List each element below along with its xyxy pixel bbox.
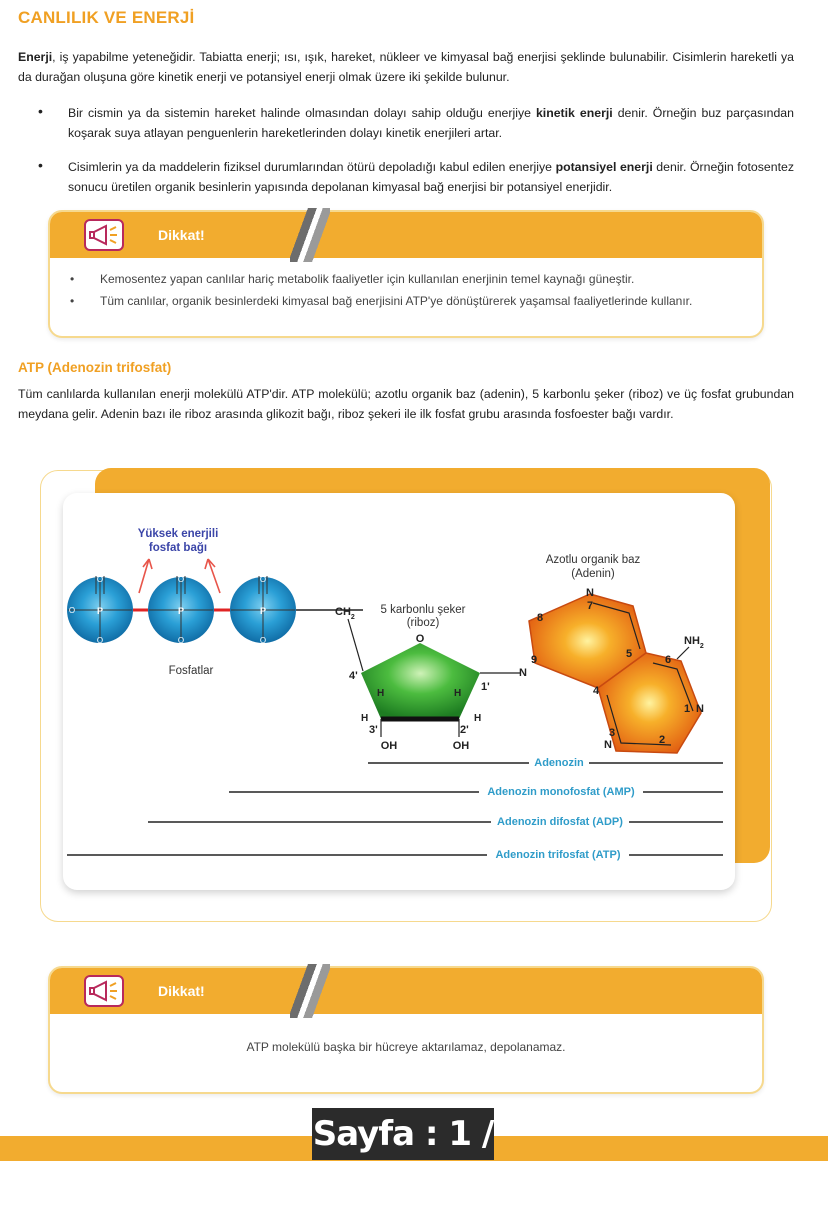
bullet-term: kinetik enerji (535, 106, 613, 120)
base-label: Azotlu organik baz (545, 554, 641, 566)
bullet-dot: • (38, 157, 43, 173)
ring-number: 2 (659, 734, 666, 746)
atom-o: O (177, 575, 185, 584)
carbon-label: 3' (369, 724, 378, 736)
arrow-icon (205, 559, 220, 593)
phosphate-group (148, 575, 214, 645)
high-energy-label: Yüksek enerjili (137, 528, 219, 540)
atom-o: O (96, 575, 104, 584)
bracket-label-adp: Adenozin difosfat (ADP) (497, 816, 623, 828)
ring-number: 1 (684, 703, 691, 715)
atom-n: N (519, 667, 527, 679)
atom-p: P (259, 606, 267, 616)
section-heading: CANLILIK VE ENERJİ (18, 8, 195, 27)
ribose-pentagon (361, 643, 480, 719)
atom-o: O (96, 636, 104, 645)
bullet-text: Cisimlerin ya da maddelerin fiziksel durumlarından ötürü depoladığı kabul edilen enerjiye (68, 160, 556, 174)
note-header (50, 212, 762, 258)
bullet-term: potansiyel enerji (555, 160, 653, 174)
bullet-dot: • (70, 272, 75, 286)
atom-h: H (377, 688, 385, 699)
ring-number: 8 (537, 612, 544, 624)
ring-number: 3 (609, 727, 616, 739)
ring-oxygen: O (415, 633, 425, 645)
atom-o: O (177, 636, 185, 645)
bullet-dot: • (38, 103, 43, 119)
atom-p: P (177, 606, 185, 616)
ring-number: 6 (665, 654, 672, 666)
hydroxyl-label: OH (380, 740, 398, 752)
atom-n: N (696, 703, 704, 715)
megaphone-icon (84, 975, 124, 1007)
bullet-text: denir. Örneğin fotosentez sonucu üretilen organik besinlerin yapısında depolanan kimyasal bağ enerjisi bir potansiyel enerjidir. (68, 160, 794, 194)
phosphate-group (67, 575, 133, 645)
note-item: Kemosentez yapan canlılar hariç metabolik faaliyetler için kullanılan enerjinin temel kaynağı güneştir. (100, 272, 635, 286)
bullet-potential (68, 157, 794, 197)
note-box (48, 966, 764, 1094)
ring-number: 7 (587, 600, 594, 612)
ch2-label: $CH_2$ (335, 606, 355, 621)
bullet-kinetic (68, 103, 794, 143)
atom-n: N (604, 739, 612, 751)
note-stripe-decoration (290, 964, 330, 1018)
ring-number: 9 (531, 654, 538, 666)
atom-h: H (474, 713, 482, 724)
megaphone-icon (84, 219, 124, 251)
amine-label: $NH_2$ (684, 635, 704, 650)
note-box (48, 210, 764, 338)
carbon-label: 2' (460, 724, 469, 736)
bracket-label-adenosine: Adenozin (534, 757, 584, 769)
bracket-label-amp: Adenozin monofosfat (AMP) (487, 786, 635, 798)
hydroxyl-label: OH (452, 740, 470, 752)
intro-text: , iş yapabilme yeteneğidir. Tabiatta enerji; ısı, ışık, hareket, nükleer ve kimyasal bağ enerjisi şeklinde bulunabilir. Cisimlerin hareketli ya da durağan oluşuna göre kinetik enerji ve potansiyel enerji olmak üzere iki şekilde bulunur. (18, 50, 794, 84)
arrow-icon (139, 559, 152, 593)
note-stripe-decoration (290, 208, 330, 262)
bullet-text: denir. Örneğin buz parçasından koşarak suya atlayan penguenlerin hareketlerinden dolayı kinetik enerjileri artar. (68, 106, 794, 140)
atom-h: H (454, 688, 462, 699)
note-title: Dikkat! (158, 227, 205, 243)
atp-diagram (63, 493, 735, 890)
page-indicator: Sayfa : 1 / 2 (312, 1108, 494, 1160)
atom-h: H (361, 713, 369, 724)
bullet-dot: • (70, 294, 75, 308)
sugar-label: (riboz) (406, 617, 440, 629)
phosphates-label: Fosfatlar (168, 665, 214, 677)
note-text: ATP molekülü başka bir hücreye aktarılamaz, depolanamaz. (246, 1040, 566, 1054)
high-energy-label: fosfat bağı (148, 542, 208, 554)
atom-p: P (96, 606, 104, 616)
base-label: (Adenin) (571, 568, 615, 580)
atom-o: O (68, 606, 76, 615)
intro-bold: Enerji (18, 50, 53, 64)
carbon-label: 1' (481, 681, 490, 693)
atp-paragraph: Tüm canlılarda kullanılan enerji molekülü ATP'dir. ATP molekülü; azotlu organik baz (adenin), 5 karbonlu şeker (riboz) ve üç fosfat grubundan meydana gelir. Adenin bazı ile riboz arasında glikozit bağı, riboz şekeri ile ilk fosfat grubu arasında fosfoester bağı vardır. (18, 387, 794, 421)
bracket-label-atp: Adenozin trifosfat (ATP) (495, 849, 621, 861)
sugar-label: 5 karbonlu şeker (380, 604, 466, 616)
ring-number: 5 (626, 648, 633, 660)
atp-structure (63, 493, 735, 890)
note-item: Tüm canlılar, organik besinlerdeki kimyasal bağ enerjisini ATP'ye dönüştürerek yaşamsal faaliyetlerinde kullanır. (100, 294, 693, 308)
ring-number: 4 (593, 685, 600, 697)
atp-heading: ATP (Adenozin trifosfat) (18, 360, 172, 375)
intro-paragraph (18, 47, 794, 87)
atom-o: O (259, 636, 267, 645)
atom-n: N (586, 587, 594, 599)
note-title: Dikkat! (158, 983, 205, 999)
atom-o: O (259, 575, 267, 584)
bullet-text: Bir cismin ya da sistemin hareket halinde olmasından dolayı sahip olduğu enerjiye (68, 106, 536, 120)
note-header (50, 968, 762, 1014)
phosphate-group (230, 575, 296, 645)
carbon-label: 4' (349, 670, 358, 682)
